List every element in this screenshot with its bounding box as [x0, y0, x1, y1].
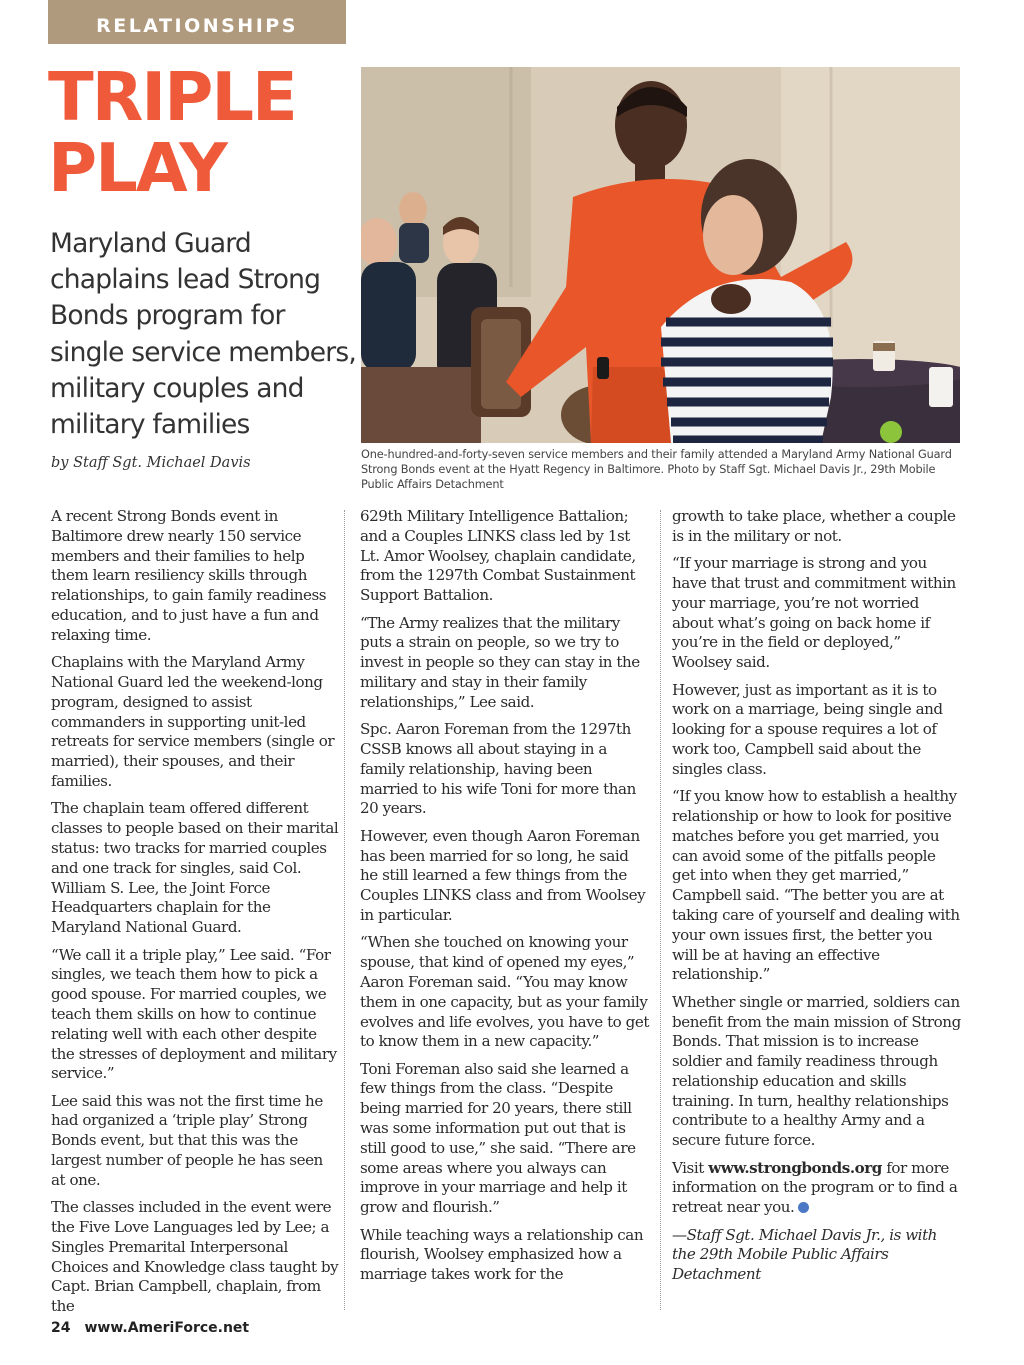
- event-photo-illustration: [361, 67, 960, 443]
- closing-prefix: Visit: [672, 1158, 709, 1177]
- paragraph: The chaplain team offered different classes to people based on their marital status: two tracks for married couples and one track for singles, said Col. William S. Lee, the Joint Force Headquarters chaplain for the Maryland National Guard.: [51, 799, 339, 937]
- article-column-3: [672, 507, 962, 1307]
- page-footer: [51, 1320, 249, 1336]
- headline: [48, 58, 348, 207]
- strongbonds-link[interactable]: www.strongbonds.org: [708, 1158, 882, 1177]
- event-photo: [361, 67, 960, 443]
- column-divider: [660, 510, 661, 1310]
- closing-paragraph: [672, 1159, 962, 1218]
- paragraph: 629th Military Intelligence Battalion; and a Couples LINKS class led by 1st Lt. Amor Woolsey, chaplain candidate, from the 1297th Combat Sustainment Support Battalion.: [360, 507, 636, 605]
- article-column-2: [360, 507, 650, 1307]
- paragraph: “If you know how to establish a healthy relationship or how to look for positive matches before you get married, you can avoid some of the pitfalls people get into when they get married,” Campbell said. “The better you are at taking care of yourself and dealing with your own issues first, the better you will be at having an effective relationship.”: [672, 787, 960, 984]
- paragraph: “We call it a triple play,” Lee said. “For singles, we teach them how to pick a good spouse. For married couples, we teach them skills on how to continue relating well with each other despite the stresses of deployment and military service.”: [51, 945, 337, 1083]
- byline: by Staff Sgt. Michael Davis: [51, 455, 251, 471]
- page-number: 24: [51, 1320, 71, 1336]
- paragraph: A recent Strong Bonds event in Baltimore drew nearly 150 service members and their families to help them learn resiliency skills through relationships, to gain family readiness education, and to just have a fun and relaxing time.: [51, 507, 327, 644]
- headline-line-2: PLAY: [48, 129, 226, 207]
- paragraph: Chaplains with the Maryland Army National Guard led the weekend-long program, designed to assist commanders in supporting unit-led retreats for service members (single or married), their spouses, and their families.: [51, 653, 335, 790]
- paragraph: Lee said this was not the first time he had organized a ‘triple play’ Strong Bonds event, but that this was the largest number of people he has seen at one.: [51, 1091, 323, 1189]
- paragraph: While teaching ways a relationship can flourish, Woolsey emphasized how a marriage takes work for the: [360, 1225, 644, 1284]
- paragraph: “If your marriage is strong and you have that trust and commitment within your marriage, you’re not worried about what’s going on back home if you’re in the field or deployed,” Woolsey said.: [672, 554, 956, 672]
- end-mark-icon: [798, 1202, 809, 1213]
- paragraph: Whether single or married, soldiers can benefit from the main mission of Strong Bonds. That mission is to increase soldier and family readiness through relationship education and skills training. In turn, healthy relationships contribute to a healthy Army and a secure future force.: [672, 992, 961, 1150]
- paragraph: The classes included in the event were the Five Love Languages led by Lee; a Singles Premarital Interpersonal Choices and Knowledge class taught by Capt. Brian Campbell, chaplain, from the: [51, 1198, 339, 1316]
- paragraph: “When she touched on knowing your spouse, that kind of opened my eyes,” Aaron Foreman said. “You may know them in one capacity, but as your family evolves and life evolves, you have to get to know them in a new capacity.”: [360, 933, 649, 1051]
- paragraph: “The Army realizes that the military puts a strain on people, so we try to invest in people so they can stay in the military and stay in their family relationships,” Lee said.: [360, 613, 640, 711]
- footer-url[interactable]: www.AmeriForce.net: [84, 1320, 250, 1336]
- section-label: RELATIONSHIPS: [48, 0, 346, 44]
- article-column-1: [51, 507, 341, 1316]
- column-divider: [344, 510, 345, 1310]
- paragraph: However, even though Aaron Foreman has been married for so long, he said he still learned a few things from the Couples LINKS class and from Woolsey in particular.: [360, 826, 646, 924]
- subheadline: Maryland Guard chaplains lead Strong Bonds program for single service members, military couples and military families: [50, 228, 357, 441]
- headline-line-1: TRIPLE: [48, 58, 296, 136]
- paragraph: However, just as important as it is to work on a marriage, being single and looking for a spouse requires a lot of work too, Campbell said about the singles class.: [672, 680, 943, 778]
- paragraph: Toni Foreman also said she learned a few things from the class. “Despite being married for 20 years, there still was some information put out that is still good to use,” she said. “There are some areas where you always can improve in your marriage and help it grow and flourish.”: [360, 1059, 636, 1217]
- closing-suffix: for more information on the program or to find a retreat near you.: [672, 1158, 958, 1217]
- photo-caption: One-hundred-and-forty-seven service members and their family attended a Maryland Army National Guard Strong Bonds event at the Hyatt Regency in Baltimore. Photo by Staff Sgt. Michael Davis Jr., 29th Mobile Public Affairs Detachment: [361, 448, 952, 491]
- paragraph: growth to take place, whether a couple is in the military or not.: [672, 507, 956, 545]
- paragraph: Spc. Aaron Foreman from the 1297th CSSB knows all about staying in a family relationship, having been married to his wife Toni for more than 20 years.: [360, 720, 636, 818]
- author-signoff: —Staff Sgt. Michael Davis Jr., is with the 29th Mobile Public Affairs Detachment: [672, 1225, 937, 1284]
